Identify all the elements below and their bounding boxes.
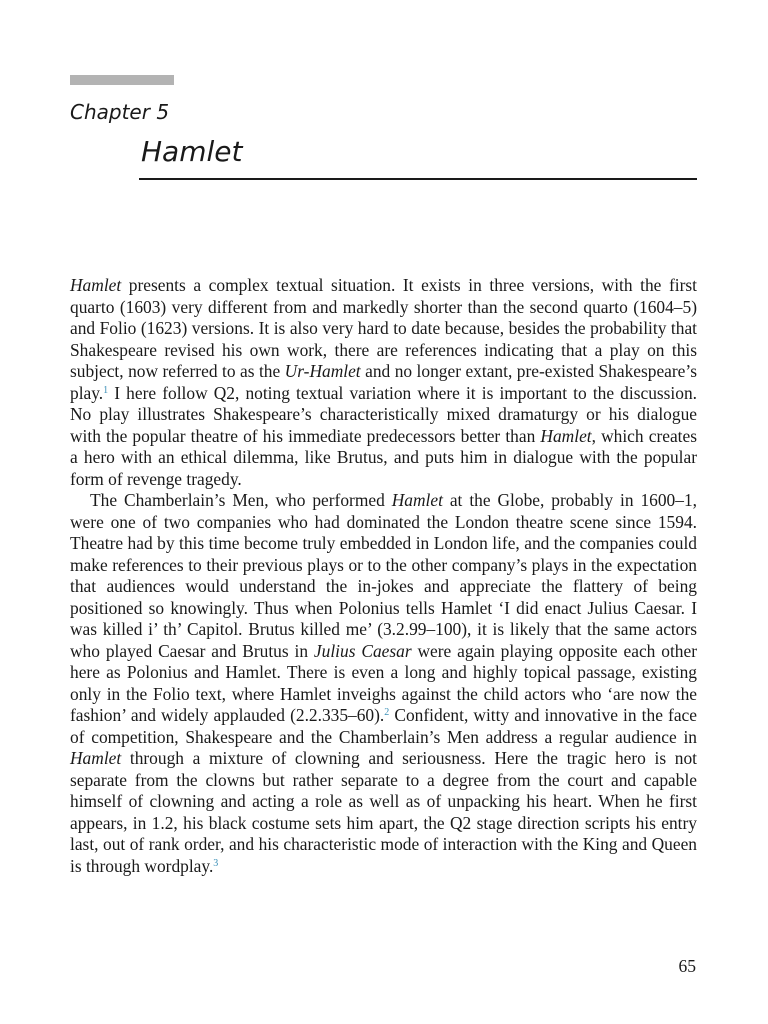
text-run: The Chamberlain’s Men, who performed [90,490,392,510]
chapter-title: Hamlet [141,135,243,168]
text-run: , which creates a hero with an ethical dilemma, like Brutus, and puts him in dialogue with the popular form of revenge tragedy. [70,425,697,489]
text-run: Confident, witty and innovative in the face of competition, Shakespeare and the Chamberlain’s Men address a regular audience in [70,705,697,747]
chapter-accent-bar [70,75,174,85]
italic-title: Ur-Hamlet [284,361,361,381]
paragraph-1 [70,275,697,490]
body-text [70,275,697,877]
text-run: presents a complex textual situation. It exists in three versions, with the first quarto (1603) very different from and markedly shorter than the second quarto (1604–5) and Folio (1623) versions. It is also very hard to date because, besides the probability that Shakespeare revised his own work, there are references indicating that a play on this subject, now referred to as the [70,275,697,381]
italic-title: Hamlet [540,425,592,446]
title-rule [139,178,697,180]
text-run: through a mixture of clowning and seriousness. Here the tragic hero is not separate from the clowns but rather separate to a degree from the court and capable himself of clowning and acting a role as well as of unpacking his heart. When he first appears, in 1.2, his black costume sets him apart, the Q2 stage direction scripts his entry last, out of rank order, and his characteristic mode of interaction with the King and Queen is through wordplay. [70,748,697,876]
footnote-marker[interactable]: 1 [103,384,109,396]
text-run: were again playing opposite each other here as Polonius and Hamlet. There is even a long and highly topical passage, existing only in the Folio text, where Hamlet inveighs against the child actors who ‘are now the fashion’ and widely applauded (2.2.335–60). [70,640,697,725]
italic-title: Hamlet [70,275,122,295]
italic-title: Hamlet [391,490,443,510]
footnote-marker[interactable]: 3 [213,857,219,869]
italic-title: Julius Caesar [313,640,412,661]
paragraph-2 [70,490,697,877]
text-run: and no longer extant, pre-existed Shakespeare’s play. [70,361,698,403]
text-run: I here follow Q2, noting textual variation where it is important to the discussion. No play illustrates Shakespeare’s characteristically mixed dramaturgy or his dialogue with the popular theatre of his immediate predecessors better than [70,382,697,446]
footnote-marker[interactable]: 2 [384,707,390,718]
chapter-label: Chapter 5 [70,100,170,124]
italic-title: Hamlet [70,748,122,768]
page-number: 65 [678,956,696,976]
text-run: at the Globe, probably in 1600–1, were one of two companies who had dominated the London theatre scene since 1594. Theatre had by this time become truly embedded in London life, and the companies could make references to their previous plays or to the other company’s plays in the expectation that audiences would understand the in-jokes and appreciate the flattery of being positioned so knowingly. Thus when Polonius tells Hamlet ‘I did enact Julius Caesar. I was killed i’ th’ Capitol. Brutus killed me’ (3.2.99–100), it is likely that the same actors who played Caesar and Brutus in [70,490,697,661]
